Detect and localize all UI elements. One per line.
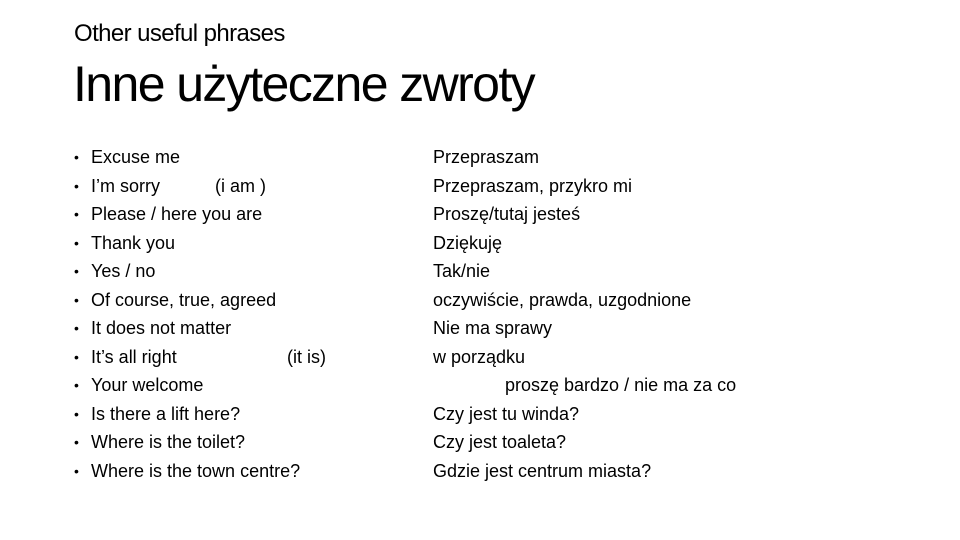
english-phrase: Thank you [91,232,176,253]
bullet-icon: • [74,434,79,450]
slide-subtitle: Other useful phrases [74,20,285,47]
english-phrase: Please / here you are [91,204,263,224]
english-phrase: Excuse me [91,147,181,167]
bullet-icon: • [74,377,79,393]
polish-phrase: proszę bardzo / nie ma za co [505,375,737,395]
bullet-icon: • [74,462,79,479]
english-phrase: Of course, true, agreed [91,289,277,310]
english-phrase: Is there a lift here? [91,403,241,424]
slide-title: Inne użyteczne zwroty [73,56,535,112]
polish-phrase: Gdzie jest centrum miasta? [433,460,652,481]
polish-phrase: Nie ma sprawy [433,318,553,338]
polish-phrase-list [433,143,933,485]
polish-phrase: Przepraszam [433,147,540,167]
polish-phrase: Przepraszam, przykro mi [433,175,633,196]
english-phrase-list [74,143,394,485]
polish-phrase: Proszę/tutaj jesteś [433,204,581,224]
bullet-icon: • [74,291,79,308]
english-phrase-item [74,257,394,286]
english-phrase-item [74,457,394,486]
polish-phrase: Czy jest toaleta? [433,432,567,452]
english-phrase-item [74,343,394,372]
bullet-icon: • [74,177,79,194]
english-phrase-item [74,286,394,315]
english-phrase-item [74,172,394,201]
english-phrase: Your welcome [91,375,204,395]
bullet-icon: • [74,320,79,336]
bullet-icon: • [74,149,79,165]
bullet-icon: • [74,348,79,365]
english-phrase-item [74,371,394,400]
english-phrase-note: (it is) [287,346,326,367]
polish-phrase: Czy jest tu winda? [433,403,580,424]
english-phrase-item [74,200,394,229]
english-phrase: It does not matter [91,318,232,338]
bullet-icon: • [74,206,79,222]
english-phrase-item [74,143,394,172]
bullet-icon: • [74,234,79,251]
english-phrase-item [74,400,394,429]
english-phrase: Where is the town centre? [91,460,301,481]
english-phrase: Where is the toilet? [91,432,246,452]
polish-phrase: Dziękuję [433,232,503,253]
english-phrase: It’s all right [91,346,177,367]
english-phrase-item [74,229,394,258]
english-phrase-note: (i am ) [215,175,266,196]
english-phrase: I’m sorry [91,175,160,196]
polish-phrase: Tak/nie [433,261,491,281]
polish-phrase: oczywiście, prawda, uzgodnione [433,289,692,310]
english-phrase: Yes / no [91,261,156,281]
english-phrase-item [74,428,394,457]
bullet-icon: • [74,405,79,422]
bullet-icon: • [74,263,79,279]
english-phrase-item [74,314,394,343]
polish-phrase: w porządku [433,346,526,367]
